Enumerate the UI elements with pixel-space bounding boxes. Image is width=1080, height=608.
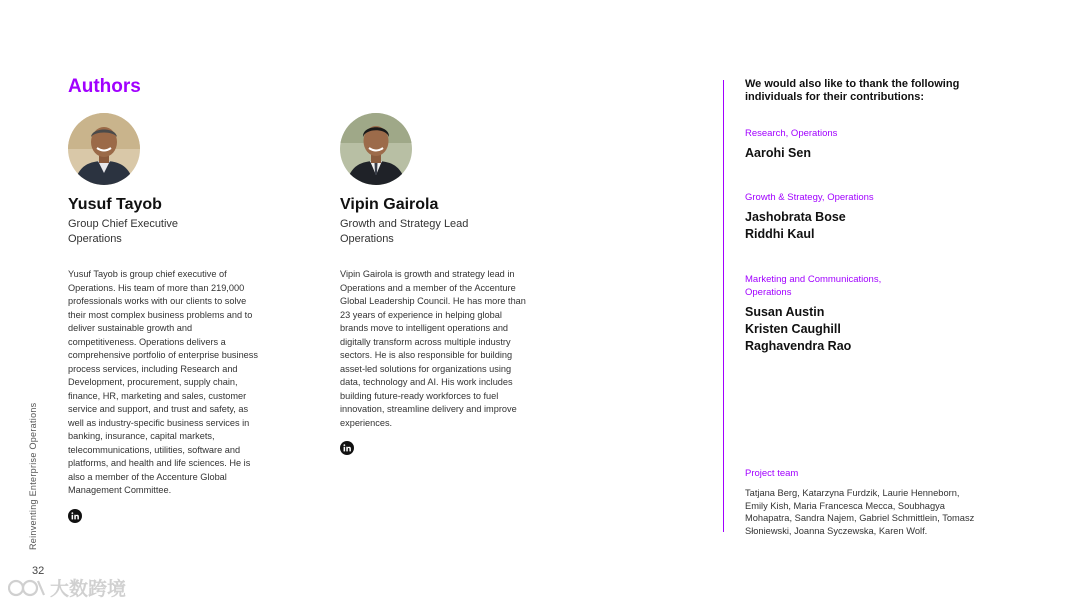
linkedin-icon[interactable] [68,509,82,523]
avatar-photo [68,113,140,185]
author-role: Group Chief Executive Operations [68,218,179,245]
acknowledgements-header [745,78,1045,104]
watermark-text: 大数跨境 [50,579,127,600]
contributor-group [745,273,915,355]
contributor-group-label: Growth & Strategy, Operations [745,192,874,203]
author-bio: Yusuf Tayob is group chief executive of Operations. His team of more than 219,000 professionals works with our clients to solve their most complex business problems and to deliver sustainable growth and competitiveness. Operations delivers a comprehensive portfolio of enterprise business process services, including Research and Development, procurement, supply chain, finance, HR, marketing and sales, customer service and support, and trust and safety, as well as industry-specific business services in banking, insurance, capital markets, telecommunications, utilities, software and platforms, and health and life sciences. He is also a member of the Accenture Global Management Committee. [68,269,258,495]
report-title-vertical: Reinventing Enterprise Operations [28,402,38,550]
contributor-group-label: Marketing and Communications, Operations [745,274,882,298]
contributor-name: Jashobrata Bose [745,210,846,224]
contributor-name: Riddhi Kaul [745,227,815,241]
watermark-logo-icon [8,577,46,599]
contributor-name: Susan Austin [745,305,825,319]
author-bio: Vipin Gairola is growth and strategy lead in Operations and a member of the Accenture Global Leadership Council. He has more than 23 years of experience in helping global brands move to intelligent operations and digitally transform across multiple industry sectors. He is also responsible for building asset-led solutions for organizations using data, technology and AI. His work includes building future-ready workforces to fuel innovation, streamline delivery and improve experiences. [340,269,526,428]
author-role: Growth and Strategy Lead Operations [340,218,469,245]
contributor-name: Kristen Caughill [745,322,841,336]
avatar-photo [340,113,412,185]
vertical-divider [723,80,724,532]
project-team-label: Project team [745,468,799,479]
contributor-group-label: Research, Operations [745,128,838,139]
author-name: Yusuf Tayob [68,196,162,213]
linkedin-icon[interactable] [340,441,354,455]
project-team [745,467,985,537]
project-team-members: Tatjana Berg, Katarzyna Furdzik, Laurie Henneborn, Emily Kish, Maria Francesca Mecca, Soubhagya Mohapatra, Sandra Najem, Gabriel Schmittlein, Tomasz Słoniewski, Joanna Syczewska, Karen Wolf. [745,488,975,536]
contributor-name: Raghavendra Rao [745,339,852,353]
contributor-group [745,127,915,162]
contributor-group [745,191,915,243]
acknowledgements-heading: We would also like to thank the following individuals for their contributions: [745,78,960,103]
watermark [8,574,126,601]
contributor-name: Aarohi Sen [745,146,811,160]
section-title: Authors [68,76,141,97]
author-card [340,113,540,455]
page-number: 32 [32,565,45,577]
author-name: Vipin Gairola [340,196,439,213]
author-card [68,113,268,523]
